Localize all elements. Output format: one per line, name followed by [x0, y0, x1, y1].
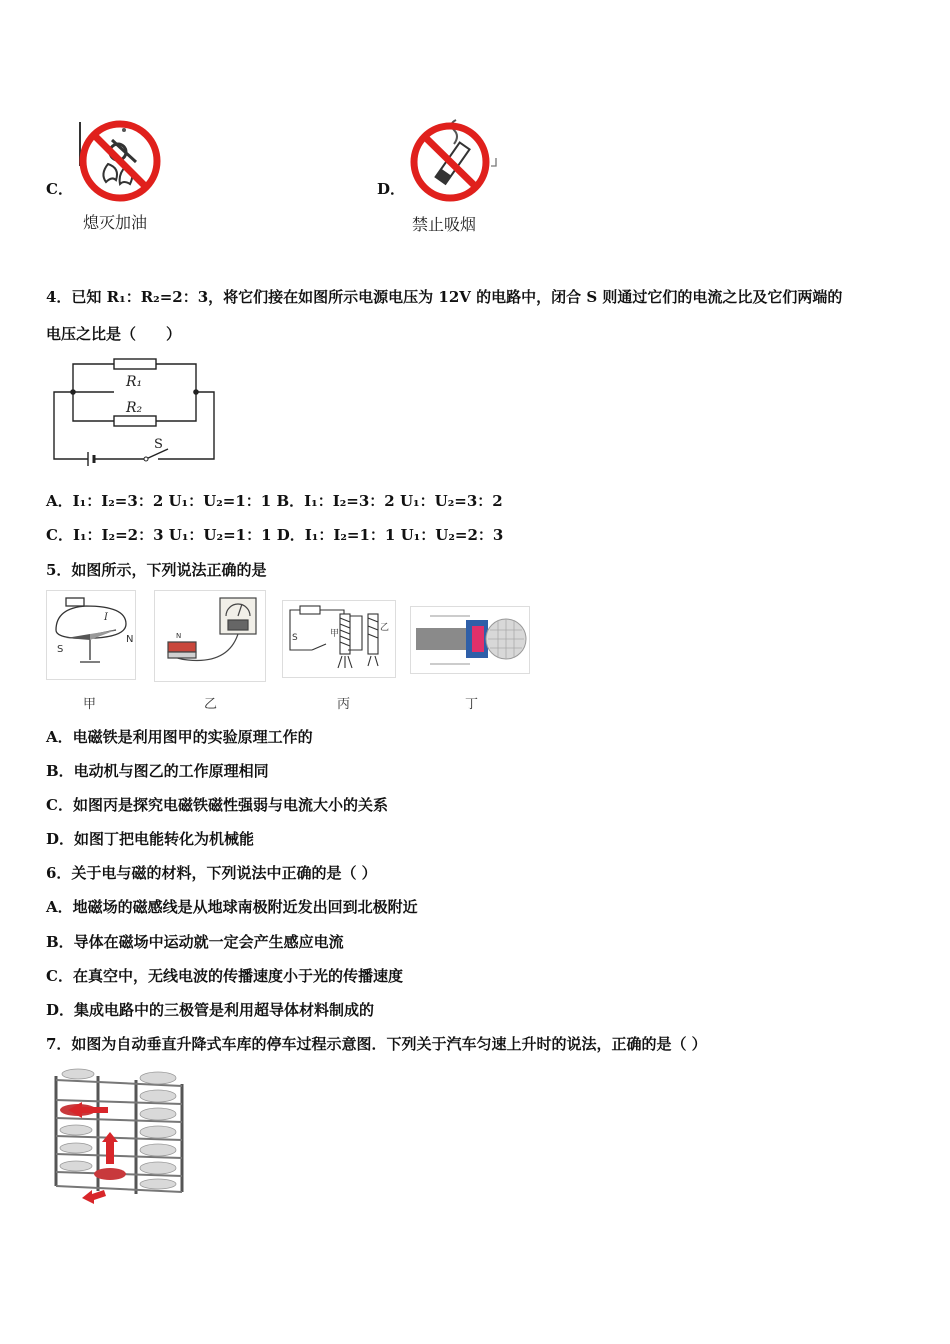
- option-d-caption: 禁止吸烟: [412, 215, 477, 234]
- q5-option-a: A．电磁铁是利用图甲的实验原理工作的: [46, 728, 313, 746]
- parallel-circuit-diagram: [48, 356, 223, 466]
- q4-stem-line2: 电压之比是（ ）: [46, 325, 182, 343]
- option-c-caption: 熄灭加油: [83, 213, 148, 232]
- q6-option-d: D．集成电路中的三极管是利用超导体材料制成的: [46, 1001, 375, 1019]
- fig-bing-jia: 甲: [330, 629, 340, 639]
- fig-bing-s: S: [292, 633, 298, 643]
- q7-stem: 7．如图为自动垂直升降式车库的停车过程示意图．下列关于汽车匀速上升时的说法，正确的是（ ）: [46, 1035, 707, 1053]
- figure-label-bing: 丙: [337, 697, 351, 712]
- option-d-letter: D．: [377, 180, 406, 198]
- r1-label: R₁: [126, 374, 143, 390]
- q5-option-c: C．如图丙是探究电磁铁磁性强弱与电流大小的关系: [46, 796, 388, 814]
- figure-label-ding: 丁: [465, 697, 479, 712]
- q5-option-d: D．如图丁把电能转化为机械能: [46, 830, 255, 848]
- figure-ding-drawing: [410, 606, 530, 674]
- figure-jia-drawing: [46, 590, 136, 680]
- r2-label: R₂: [126, 400, 143, 416]
- q5-option-b: B．电动机与图乙的工作原理相同: [46, 762, 269, 780]
- q6-option-a: A．地磁场的磁感线是从地球南极附近发出回到北极附近: [46, 898, 418, 916]
- switch-label: S: [154, 437, 163, 452]
- q6-option-c: C．在真空中，无线电波的传播速度小于光的传播速度: [46, 967, 403, 985]
- no-fire-prohibition-sign-icon: [78, 118, 162, 202]
- no-smoking-prohibition-sign-icon: [410, 120, 510, 204]
- fig-jia-n: N: [126, 634, 134, 645]
- option-c-letter: C．: [46, 180, 73, 198]
- q6-option-b: B．导体在磁场中运动就一定会产生感应电流: [46, 933, 344, 951]
- q4-options-line2: C．I₁：I₂=2：3 U₁：U₂=1：1 D．I₁：I₂=1：1 U₁：U₂=2：3: [46, 526, 504, 544]
- figure-label-jia: 甲: [83, 697, 97, 712]
- vertical-parking-garage-figure: [48, 1066, 190, 1204]
- q5-stem: 5．如图所示，下列说法正确的是: [46, 561, 267, 579]
- fig-bing-yi: 乙: [380, 623, 390, 633]
- q4-stem-line1: 4．已知 R₁：R₂=2：3，将它们接在如图所示电源电压为 12V 的电路中，闭合 S 则通过它们的电流之比及它们两端的: [46, 288, 843, 306]
- q4-options-line1: A．I₁：I₂=3：2 U₁：U₂=1：1 B．I₁：I₂=3：2 U₁：U₂=3：2: [46, 492, 503, 510]
- q6-stem: 6．关于电与磁的材料，下列说法中正确的是（ ）: [46, 864, 377, 882]
- figure-yi-drawing: [154, 590, 264, 680]
- figure-bing-drawing: [282, 600, 396, 678]
- fig-jia-s: S: [57, 644, 64, 655]
- svg-text:N: N: [176, 632, 182, 640]
- figure-label-yi: 乙: [204, 697, 218, 712]
- fig-jia-i: I: [104, 612, 108, 623]
